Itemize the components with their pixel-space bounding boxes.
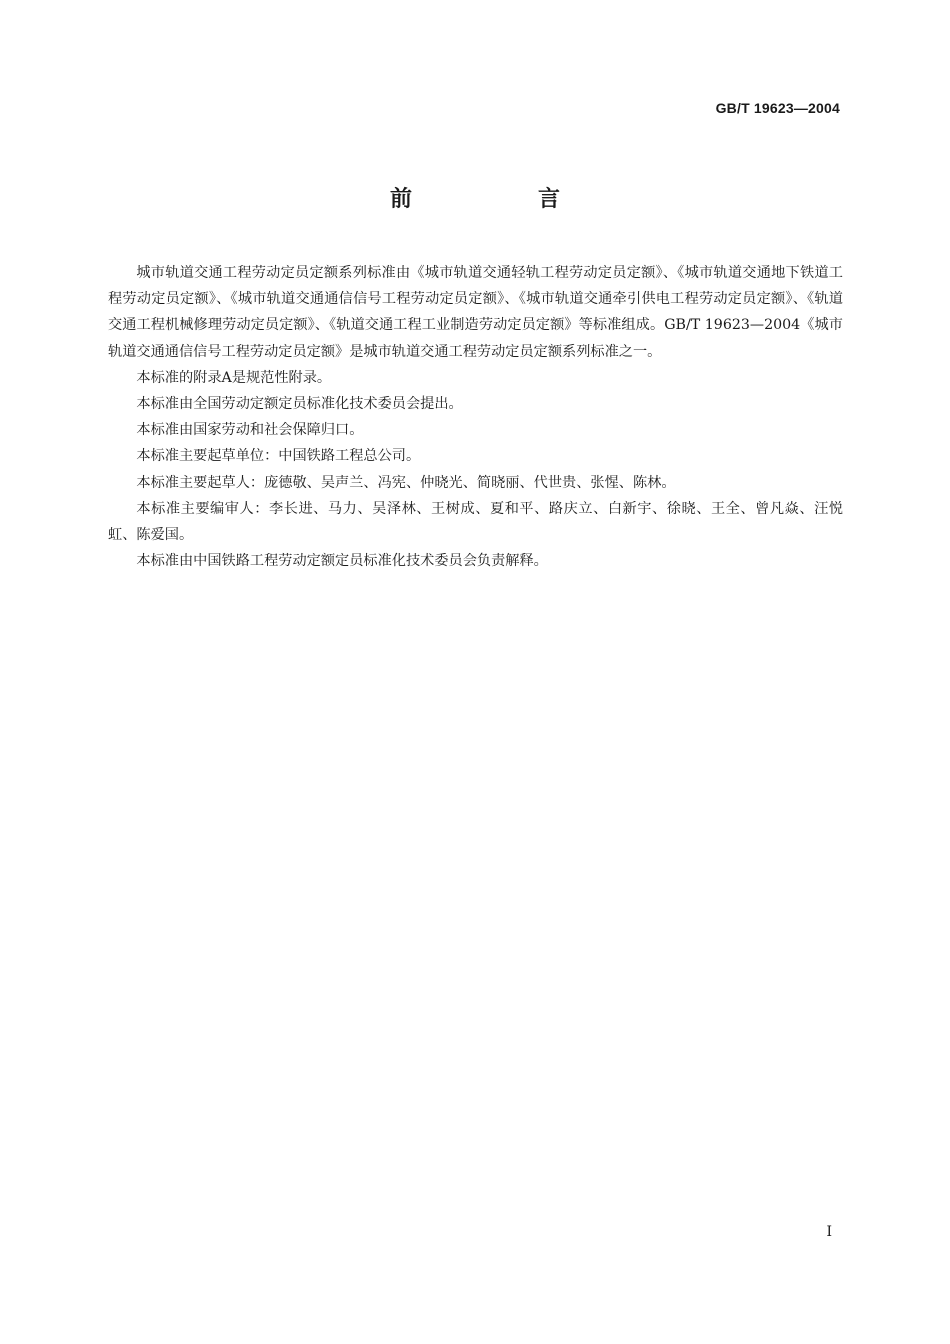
page-title: 前 言	[389, 187, 612, 212]
paragraph-drafters: 本标准主要起草人：庞德敬、吴声兰、冯宪、仲晓光、简晓丽、代世贵、张惺、陈林。	[136, 474, 676, 491]
paragraph-drafting-unit: 本标准主要起草单位：中国铁路工程总公司。	[136, 448, 421, 465]
foreword-body	[108, 260, 843, 574]
paragraph-managed-by: 本标准由国家劳动和社会保障归口。	[136, 422, 364, 439]
paragraph-series-intro: 城市轨道交通工程劳动定员定额系列标准由《城市轨道交通轻轨工程劳动定员定额》、《城市轨道交通地下铁道工程劳动定员定额》、《城市轨道交通通信信号工程劳动定员定额》、《城市轨道交通牵引供电工程劳动定员定额》、《轨道交通工程机械修理劳动定员定额》、《轨道交通工程工业制造劳动定员定额》等标准组成。GB/T 19623—2004《城市轨道交通通信信号工程劳动定员定额》是城市轨道交通工程劳动定员定额系列标准之一。	[108, 265, 843, 360]
page-number: I	[826, 1224, 832, 1240]
paragraph-interpretation: 本标准由中国铁路工程劳动定额定员标准化技术委员会负责解释。	[136, 553, 548, 570]
paragraph-editors: 本标准主要编审人：李长进、马力、吴泽林、王树成、夏和平、路庆立、白新宇、徐晓、王全、曾凡焱、汪悦虹、陈爱国。	[108, 500, 843, 544]
paragraph-proposed-by: 本标准由全国劳动定额定员标准化技术委员会提出。	[136, 396, 463, 413]
paragraph-appendix: 本标准的附录A是规范性附录。	[136, 369, 332, 386]
standard-code: GB/T 19623—2004	[715, 100, 840, 116]
